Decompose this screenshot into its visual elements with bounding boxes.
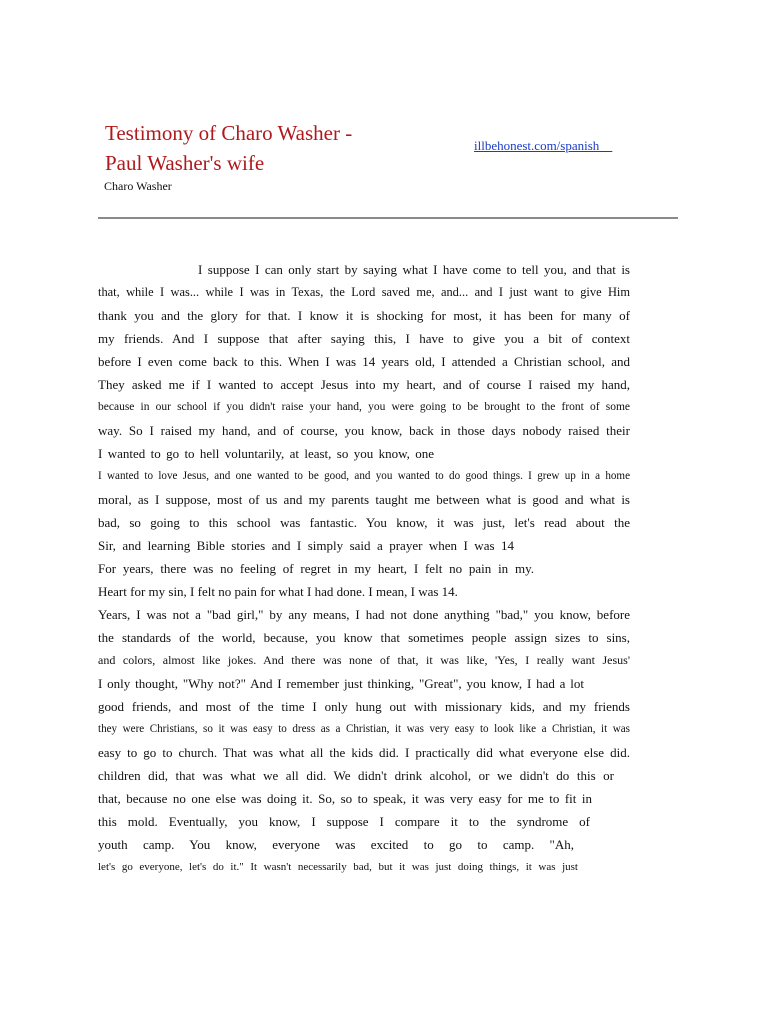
- body-line: let's go everyone, let's do it." It wasn't necessarily bad, but it was just doing things, it was just: [98, 861, 578, 873]
- body-line: For years, there was no feeling of regret in my heart, I felt no pain in my.: [98, 561, 534, 576]
- body-line: I wanted to go to hell voluntarily, at least, so you know, one: [98, 446, 434, 461]
- body-line: Heart for my sin, I felt no pain for what I had done. I mean, I was 14.: [98, 584, 458, 599]
- body-line: the standards of the world, because, you know that sometimes people assign sizes to sins,: [98, 630, 630, 645]
- body-line: I only thought, "Why not?" And I remember just thinking, "Great", you know, I had a lot: [98, 676, 584, 691]
- body-line: this mold. Eventually, you know, I suppose I compare it to the syndrome of: [98, 814, 590, 829]
- body-line: my friends. And I suppose that after saying this, I have to give you a bit of context: [98, 331, 630, 346]
- title-line-2: Paul Washer's wife: [105, 151, 265, 175]
- body-line: that, because no one else was doing it. So, so to speak, it was very easy for me to fit in: [98, 791, 592, 806]
- document-title: [105, 118, 352, 178]
- body-line: Sir, and learning Bible stories and I simply said a prayer when I was 14: [98, 538, 514, 553]
- body-line: Years, I was not a "bad girl," by any means, I had not done anything "bad," you know, before: [98, 607, 630, 622]
- body-line: before I even come back to this. When I was 14 years old, I attended a Christian school, and: [98, 354, 630, 369]
- testimony-body: [98, 258, 630, 879]
- body-line: I wanted to love Jesus, and one wanted to be good, and you wanted to do good things. I grew up in a home: [98, 470, 630, 482]
- author-name: Charo Washer: [104, 179, 172, 193]
- body-line: good friends, and most of the time I only hung out with missionary kids, and my friends: [98, 699, 630, 714]
- body-line: I suppose I can only start by saying what I have come to tell you, and that is: [198, 262, 630, 277]
- body-line: that, while I was... while I was in Texas, the Lord saved me, and... and I just want to give Him: [98, 285, 630, 299]
- title-line-1: Testimony of Charo Washer -: [105, 121, 353, 145]
- body-line: youth camp. You know, everyone was excited to go to camp. "Ah,: [98, 837, 574, 852]
- body-line: children did, that was what we all did. We didn't drink alcohol, or we didn't do this or: [98, 768, 614, 783]
- body-line: They asked me if I wanted to accept Jesus into my heart, and of course I raised my hand,: [98, 377, 630, 392]
- body-line: and colors, almost like jokes. And there was none of that, it was like, 'Yes, I really want Jesus': [98, 653, 630, 667]
- body-line: easy to go to church. That was what all the kids did. I practically did what everyone else did.: [98, 745, 630, 760]
- body-line: way. So I raised my hand, and of course, you know, back in those days nobody raised their: [98, 423, 630, 438]
- body-line: they were Christians, so it was easy to dress as a Christian, it was very easy to look like a Christian, it was: [98, 723, 630, 735]
- header-divider: [98, 217, 678, 219]
- body-line: because in our school if you didn't raise your hand, you were going to be brought to the front of some: [98, 401, 630, 413]
- body-line: moral, as I suppose, most of us and my parents taught me between what is good and what is: [98, 492, 630, 507]
- source-link[interactable]: illbehonest.com/spanish: [474, 138, 613, 153]
- body-line: thank you and the glory for that. I know it is shocking for most, it has been for many of: [98, 308, 630, 323]
- body-line: bad, so going to this school was fantastic. You know, it was just, let's read about the: [98, 515, 630, 530]
